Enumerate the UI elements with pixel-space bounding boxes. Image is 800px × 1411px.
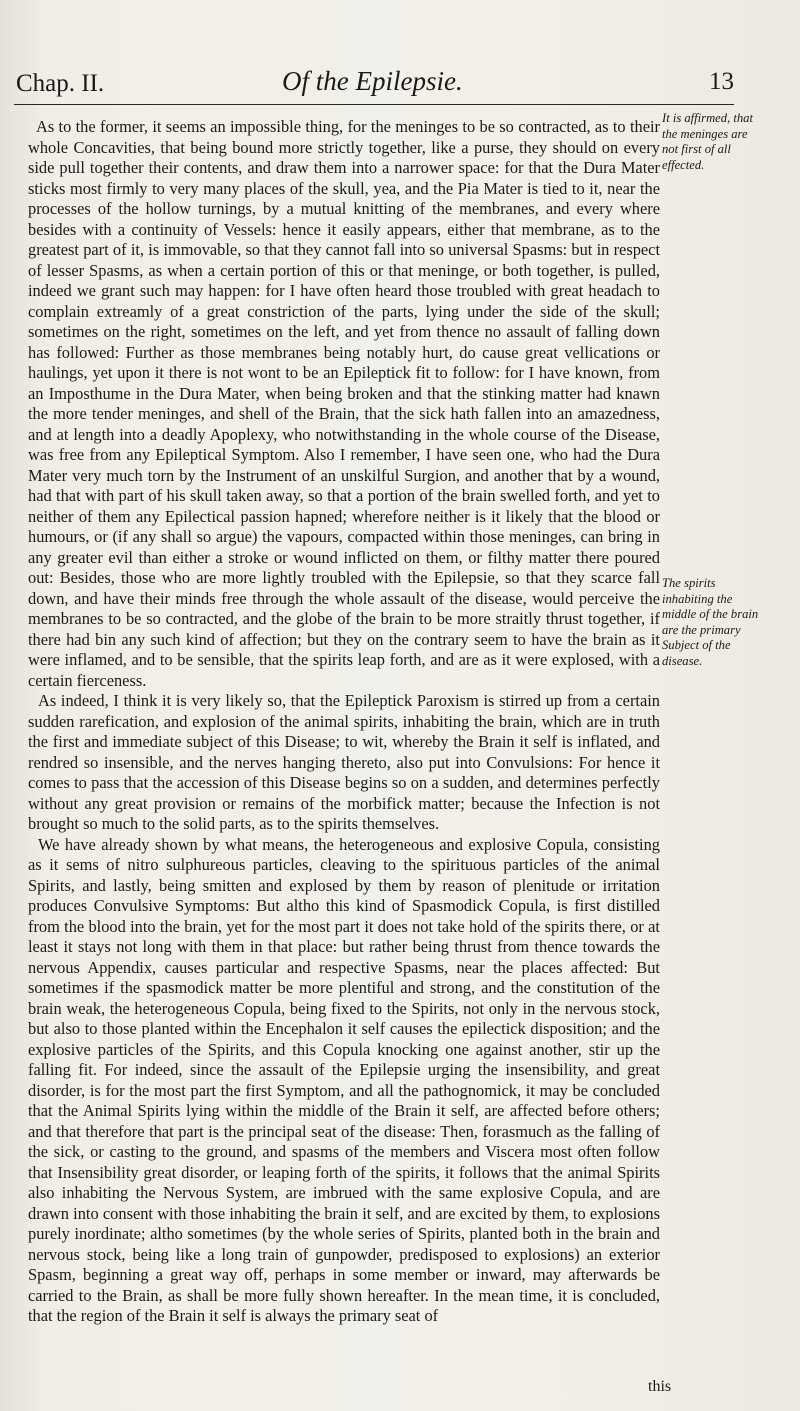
catchword: this bbox=[648, 1378, 672, 1395]
page-number: 13 bbox=[709, 68, 734, 95]
marginal-note-2: The spirits inhabiting the middle of the brain are the primary Subject of the disease. bbox=[662, 576, 759, 668]
main-text bbox=[28, 117, 660, 1327]
paragraph-3: We have already shown by what means, the heterogeneous and explosive Copula, consisting as it sems of nitro sulphureous particles, cleaving to the spirituous particles of the animal Spirits, and lastly, being smitten and explosed by them by reason of plenitude or irritation produces Convulsive Symptoms: But altho this kind of Spasmodick Copula, is first distilled from the blood into the brain, yet for the most part it does not take hold of the spirits there, or at least it stays not long with them in that place: but rather being thrust from thence towards the nervous Appendix, causes particular and respective Spasms, near the places affected: But sometimes if the spasmodick matter be more plentiful and strong, and the constitution of the brain weak, the heterogeneous Copula, being fixed to the Spirits, not only in the nervous stock, but also to those planted within the Encephalon it self causes the epilectick disposition; and the explosive particles of the Spirits, and this Copula knocking one against another, stir up the falling fit. For indeed, since the assault of the Epilepsie urging the insensibility, and great disorder, is for the most part the first Symptom, and all the pathognomick, it may be concluded that the Animal Spirits lying within the middle of the Brain it self, are affected before others; and that therefore that part is the principal seat of the disease: Then, forasmuch as the falling of the sick, or casting to the ground, and spasms of the members and Viscera most often follow that Insensibility great disorder, or leaping forth of the spirits, it follows that the animal Spirits also inhabiting the Nervous System, are imbrued with the same explosive Copula, and are drawn into consent with those inhabiting the brain it self, and are excited by them, to explosions purely inordinate; altho sometimes (by the whole series of Spirits, planted both in the brain and nervous stock, being like a long train of gunpowder, predisposed to explosions) an exterior Spasm, beginning a great way off, perhaps in some member or inward, may afterwards be carried to the Brain, as shall be more fully shown hereafter. In the mean time, it is concluded, that the region of the Brain it self is always the primary seat of bbox=[28, 834, 660, 1325]
chapter-label: Chap. II. bbox=[16, 70, 105, 97]
running-header bbox=[14, 58, 734, 105]
marginal-note-1: It is affirmed, that the meninges are not first of all effected. bbox=[662, 111, 753, 172]
paragraph-2: As indeed, I think it is very likely so, that the Epileptick Paroxism is stirred up from a certain sudden rarefication, and explosion of the animal spirits, inhabiting the brain, which are in truth the first and immediate subject of this Disease; to wit, whereby the Brain it self is inflated, and rendred so insensible, and the nerves hanging thereto, also put into Convulsions: For hence it comes to pass that the accession of this Disease begins so on a sudden, and determines perfectly without any great provision or remains of the morbifick matter; because the Infection is not brought so much to the solid parts, as to the spirits themselves. bbox=[28, 691, 660, 833]
running-title: Of the Epilepsie. bbox=[282, 66, 463, 96]
paragraph-1: As to the former, it seems an impossible thing, for the meninges to be so contracted, as to their whole Concavities, that being bound more strictly together, like a purse, they should on every side pull together their contents, and draw them into a narrower space: for that the Dura Mater sticks most firmly to very many places of the skull, yea, and the Pia Mater is tied to it, near the processes of the hollow turnings, by a mutual knitting of the membranes, and every where besides with a continuity of Vessels: hence it easily appears, either that membrane, as to the greatest part of it, is immovable, so that they cannot fall into so universal Spasms: but in respect of lesser Spasms, as when a certain portion of this or that meninge, or both together, is pulled, indeed we grant such may happen: for I have often heard those troubled with great headach to complain extreamly of a great constriction of the parts, lying under the side of the skull; sometimes on the right, sometimes on the left, and yet from thence no assault of falling down has followed: Further as those membranes being notably hurt, do cause great vellications or haulings, yet upon it there is not wont to be an Epileptick fit to follow: for I have known, from an Imposthume in the Dura Mater, when being broken and that the stinking matter had knawn the more tender meninges, and shell of the Brain, that the sick hath fallen into an amazedness, and at length into a deadly Apoplexy, who notwithstanding in the whole course of the Disease, was free from any Epileptical Symptom. Also I remember, I have seen one, who had the Dura Mater very much torn by the Instrument of an unskilful Surgion, and another that by a wound, had that with part of his skull taken away, so that a portion of the brain swelled forth, and yet to neither of them any Epilectical passion hapned; wherefore neither is it likely that the blood or humours, or (if any shall so argue) the vapours, compacted within those meninges, can bring in any greater evil than either a stroke or wound inflicted on them, or filthy matter there poured out: Besides, those who are more lightly troubled with the Epilepsie, so that they scarce fall down, and have their minds free through the whole assault of the disease, would perceive the membranes to be so contracted, and the globe of the brain to be more straitly thrust together, if there had bin any such kind of affection; but they on the contrary seem to have the brain as it were inflamed, and to be sensible, that the spirits leap forth, and are as it were explosed, with a certain fierceness. bbox=[28, 117, 660, 690]
